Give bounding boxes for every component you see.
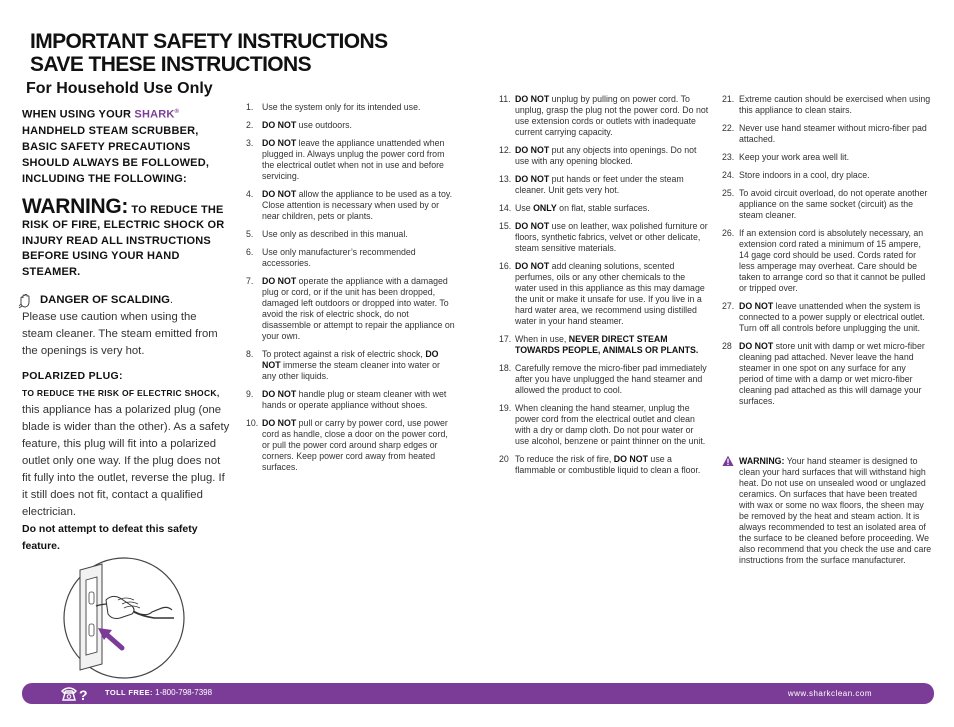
item-number: 4. [246, 189, 254, 199]
item-number: 11. [499, 94, 511, 104]
list-item [246, 120, 456, 131]
item-number: 22. [722, 123, 735, 133]
item-text-bold: DO NOT [262, 189, 297, 199]
toll-free-digits: 1-800-798-7398 [152, 688, 213, 697]
registered-mark: ® [174, 109, 180, 115]
list-item [499, 261, 709, 327]
item-number: 12. [499, 145, 512, 155]
item-text-pre: To reduce the risk of fire, [515, 454, 614, 464]
item-text-pre: When cleaning the hand steamer, unplug the power cord from the electrical outlet and clean with a dry or damp cloth. Do not pour water or use alcohol, benzene or paint thinner on the unit. [515, 403, 706, 446]
list-item [246, 229, 456, 240]
page-title [30, 30, 388, 76]
warning-block-text: TO REDUCE THE RISK OF FIRE, ELECTRIC SHOCK OR INJURY READ ALL INSTRUCTIONS BEFORE USING YOUR HAND STEAMER. [22, 203, 225, 278]
list-item [246, 349, 456, 382]
website-link[interactable]: www.sharkclean.com [787, 689, 872, 698]
item-number: 26. [722, 228, 735, 238]
item-text-bold: DO NOT [613, 454, 648, 464]
list-item [499, 363, 709, 396]
polarized-section [22, 368, 230, 555]
item-number: 19. [499, 403, 512, 413]
item-text-bold: DO NOT [515, 145, 550, 155]
item-text-bold: DO NOT [515, 174, 550, 184]
item-number: 18. [499, 363, 512, 373]
item-text-post: leave the appliance unattended when plugged in. Always unplug the power cord from the electrical outlet when not in use and before servicing. [262, 138, 445, 181]
item-text-post: operate the appliance with a damaged plug or cord, or if the unit has been dropped, damaged left outdoors or dropped into water. To avoid the risk of electric shock, do not disassemble or attempt to repair the appliance on your own. [262, 276, 455, 341]
item-text-bold: DO NOT [262, 389, 297, 399]
list-item [246, 138, 456, 182]
item-number: 20 [499, 454, 509, 464]
item-text-post: handle plug or steam cleaner with wet hands or operate appliance without shoes. [262, 389, 447, 410]
item-number: 3. [246, 138, 254, 148]
item-text-bold: DO NOT [515, 261, 550, 271]
intro-column [22, 104, 230, 555]
item-text-pre: Store indoors in a cool, dry place. [739, 170, 870, 180]
item-text-post: use outdoors. [296, 120, 352, 130]
item-text-post: pull or carry by power cord, use power cord as handle, close a door on the power cord, or pull the power cord around sharp edges or corners. Keep power cord away from heated surfaces. [262, 418, 448, 472]
svg-text:?: ? [79, 687, 88, 703]
warning-block [22, 194, 230, 281]
intro-before: WHEN USING YOUR [22, 108, 135, 121]
item-number: 5. [246, 229, 254, 239]
footer-bar [22, 683, 934, 704]
item-number: 9. [246, 389, 254, 399]
scalding-heading: DANGER OF SCALDING [40, 294, 170, 307]
item-number: 28 [722, 341, 732, 351]
item-text-bold: ONLY [533, 203, 557, 213]
item-text-pre: Use the system only for its intended use. [262, 102, 421, 112]
item-text-post: store unit with damp or wet micro-fiber cleaning pad attached. Never leave the hand steamer in one spot on any surface for any period of time with a damp or wet micro-fiber cleaning pad attached as this will damage your surfaces. [739, 341, 925, 406]
scalding-text: Please use caution when using the steam cleaner. The steam emitted from the openings is very hot. [22, 311, 218, 358]
item-number: 24. [722, 170, 735, 180]
page-subtitle: For Household Use Only [26, 80, 213, 97]
item-text-post: immerse the steam cleaner into water or any other liquids. [262, 360, 440, 381]
item-number: 7. [246, 276, 254, 286]
plug-unplug-illustration [62, 556, 186, 680]
warning-big-label: WARNING: [22, 194, 129, 218]
item-number: 16. [499, 261, 512, 271]
item-text-post: add cleaning solutions, scented perfumes, oils or any other chemicals to the water used in this appliance as this may damage the unit or make it unsafe for use. If you live in a hard water area, we recommend using distilled water in your hand steamer. [515, 261, 705, 326]
item-text-pre: To protect against a risk of electric shock, [262, 349, 426, 359]
item-text-pre: Use only as described in this manual. [262, 229, 408, 239]
item-text-pre: Use only manufacturer’s recommended accessories. [262, 247, 416, 268]
item-text-post: put any objects into openings. Do not use with any opening blocked. [515, 145, 697, 166]
list-item [722, 341, 932, 407]
title-line-2: SAVE THESE INSTRUCTIONS [30, 53, 312, 76]
intro-after: HANDHELD STEAM SCRUBBER, BASIC SAFETY PRECAUTIONS SHOULD ALWAYS BE FOLLOWED, INCLUDING THE FOLLOWING: [22, 124, 210, 185]
toll-free-label: TOLL FREE: [105, 688, 153, 697]
item-number: 21. [722, 94, 735, 104]
instructions-list-11-20 [499, 94, 709, 483]
item-number: 13. [499, 174, 512, 184]
item-text-bold: DO NOT [262, 418, 297, 428]
item-text-bold: DO NOT [515, 221, 550, 231]
list-item [499, 174, 709, 196]
phone-question-icon [60, 684, 90, 703]
polarized-subheading: TO REDUCE THE RISK OF ELECTRIC SHOCK, [22, 388, 220, 399]
list-item [499, 203, 709, 214]
item-number: 15. [499, 221, 512, 231]
item-text-pre: To avoid circuit overload, do not operate another appliance on the same socket (circuit) as the steam cleaner. [739, 188, 928, 220]
list-item [722, 301, 932, 334]
item-text-pre: When in use, [515, 334, 569, 344]
list-item [499, 145, 709, 167]
item-text-post: use a flammable or combustible liquid to clean a floor. [515, 454, 701, 475]
item-number: 2. [246, 120, 254, 130]
polarized-heading: POLARIZED PLUG: [22, 370, 123, 383]
hand-warning-icon [18, 293, 34, 309]
polarized-text: this appliance has a polarized plug (one blade is wider than the other). As a safety feature, this plug will fit into a polarized outlet only one way. If the plug does not fit fully into the outlet, reverse the plug. If it still does not fit, contact a qualified electrician. [22, 404, 230, 519]
list-item [499, 221, 709, 254]
list-item [722, 188, 932, 221]
instructions-list-1-10 [246, 102, 456, 480]
list-item [722, 228, 932, 294]
list-item [246, 102, 456, 113]
item-text-bold: DO NOT [739, 341, 774, 351]
polarized-bold-note: Do not attempt to defeat this safety feature. [22, 523, 198, 553]
list-item [246, 189, 456, 222]
item-text-pre: Use [515, 203, 534, 213]
item-text-post: use on leather, wax polished furniture or floors, synthetic fabrics, velvet or other delicate, steam sensitive materials. [515, 221, 708, 253]
item-text-bold: DO NOT [262, 276, 297, 286]
item-text-post: unplug by pulling on power cord. To unplug, grasp the plug not the power cord. Do not use extension cords or outlets with inadequate current carrying capacity. [515, 94, 709, 137]
list-item [722, 94, 932, 116]
surface-warning-note [722, 456, 932, 566]
item-text-pre: Extreme caution should be exercised when using this appliance to clean stairs. [739, 94, 931, 115]
scalding-period: . [169, 294, 174, 307]
list-item [246, 389, 456, 411]
item-number: 17. [499, 334, 512, 344]
item-text-post: on flat, stable surfaces. [556, 203, 650, 213]
list-item [722, 152, 932, 163]
item-number: 10. [246, 418, 259, 428]
instructions-list-21-28 [722, 94, 932, 414]
title-line-1: IMPORTANT SAFETY INSTRUCTIONS [30, 30, 388, 53]
brand-name: SHARK [134, 108, 175, 121]
list-item [722, 123, 932, 145]
item-number: 6. [246, 247, 254, 257]
toll-free-number [105, 688, 212, 697]
item-text-post: put hands or feet under the steam cleaner. Unit gets very hot. [515, 174, 684, 195]
surface-warning-text: Your hand steamer is designed to clean your hard surfaces that will withstand high heat. Do not use on unsealed wood or unglazed ceramics. On surfaces that have been treated with wax or some no wax floors, the sheen may be removed by the heat and steam action. It is always recommended to test an isolated area of the surface to be cleaned before proceeding. We also recommend that you check the use and care instructions from the surface manufacturer. [739, 456, 932, 565]
item-text-bold: DO NOT [515, 94, 550, 104]
surface-warning-label: WARNING: [739, 456, 785, 466]
item-text-post: allow the appliance to be used as a toy. Close attention is necessary when used by or near children, pets or plants. [262, 189, 453, 221]
warning-triangle-icon [722, 455, 734, 467]
item-number: 23. [722, 152, 735, 162]
item-text-post: leave unattended when the system is connected to a power supply or electrical outlet. Turn off all controls before unplugging the unit. [739, 301, 925, 333]
item-text-pre: Carefully remove the micro-fiber pad immediately after you have unplugged the hand steamer and allowed the product to cool. [515, 363, 707, 395]
list-item [246, 276, 456, 342]
item-number: 8. [246, 349, 254, 359]
item-text-pre: If an extension cord is absolutely necessary, an extension cord rated a minimum of 15 ampere, 14 gage cord should be used. Cords rated for less amperage may overheat. Care should be taken to arrange cord so that it cannot be pulled or tripped over. [739, 228, 926, 293]
item-text-bold: DO NOT [739, 301, 774, 311]
list-item [499, 454, 709, 476]
list-item [246, 247, 456, 269]
scalding-section [22, 292, 230, 360]
item-text-bold: DO NOT [262, 138, 297, 148]
list-item [499, 94, 709, 138]
item-number: 14. [499, 203, 512, 213]
item-text-bold: DO NOT [262, 120, 297, 130]
item-number: 1. [246, 102, 254, 112]
item-text-pre: Keep your work area well lit. [739, 152, 850, 162]
list-item [722, 170, 932, 181]
list-item [499, 403, 709, 447]
item-text-bold: DO NOT [262, 349, 439, 370]
item-number: 25. [722, 188, 735, 198]
intro-text [22, 104, 230, 187]
item-text-pre: Never use hand steamer without micro-fiber pad attached. [739, 123, 927, 144]
list-item [246, 418, 456, 473]
item-number: 27. [722, 301, 735, 311]
list-item [499, 334, 709, 356]
item-text-bold: NEVER DIRECT STEAM TOWARDS PEOPLE, ANIMALS OR PLANTS. [515, 334, 699, 355]
